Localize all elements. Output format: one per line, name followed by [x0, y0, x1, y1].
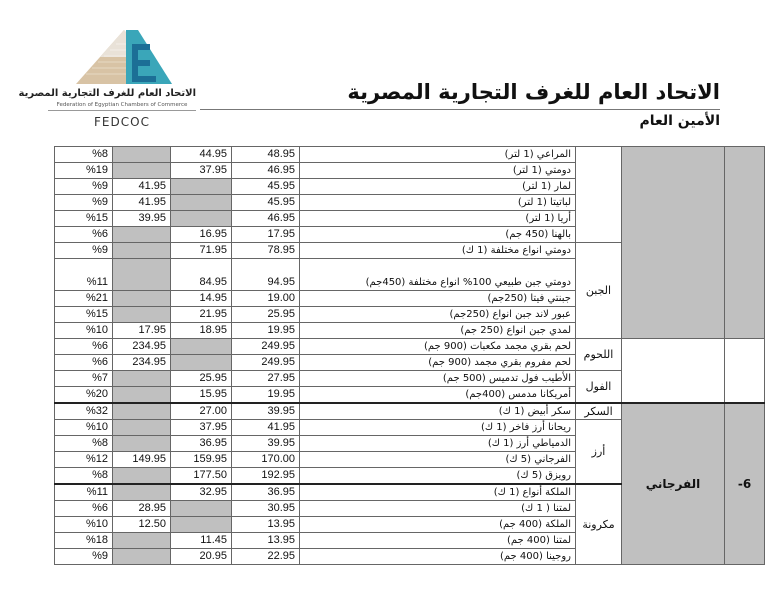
product-name-cell: الملكة أنواع (1 ك) — [300, 484, 576, 501]
discount-cell: %19 — [55, 163, 113, 179]
new-price-cell: 159.95 — [171, 452, 232, 468]
discount-cell: %10 — [55, 323, 113, 339]
price-table — [54, 146, 765, 565]
offer-price-cell — [113, 259, 171, 291]
pyramid-logo-icon — [76, 30, 172, 84]
product-name-cell: الملكة (400 جم) — [300, 517, 576, 533]
product-name-cell: رويزق (5 ك) — [300, 468, 576, 485]
product-name-cell: عبور لاند جبن انواع (250جم) — [300, 307, 576, 323]
product-name-cell: لمدي جبن انواع (250 جم) — [300, 323, 576, 339]
discount-cell: %8 — [55, 147, 113, 163]
new-price-cell — [171, 211, 232, 227]
old-price-cell: 48.95 — [232, 147, 300, 163]
product-name-cell: لمتنا ( 1 ك) — [300, 501, 576, 517]
old-price-cell: 46.95 — [232, 211, 300, 227]
product-name-cell: لباتيتا (1 لتر) — [300, 195, 576, 211]
offer-price-cell — [113, 436, 171, 452]
product-name-cell: المراعي (1 لتر) — [300, 147, 576, 163]
blank-cell — [622, 339, 725, 404]
discount-cell: %21 — [55, 291, 113, 307]
offer-price-cell: 149.95 — [113, 452, 171, 468]
product-name-cell: دومتي انواع مختلفة (1 ك) — [300, 243, 576, 259]
offer-price-cell: 41.95 — [113, 195, 171, 211]
merchant-name-cell: الفرجاني — [622, 403, 725, 565]
discount-cell: %6 — [55, 355, 113, 371]
old-price-cell: 17.95 — [232, 227, 300, 243]
category-cell: أرز — [576, 420, 622, 485]
category-cell: السكر — [576, 403, 622, 420]
new-price-cell: 36.95 — [171, 436, 232, 452]
old-price-cell: 25.95 — [232, 307, 300, 323]
product-name-cell: بالهنا (450 جم) — [300, 227, 576, 243]
merchant-name-cell — [622, 147, 725, 339]
discount-cell: %8 — [55, 436, 113, 452]
product-name-cell: أريا (1 لتر) — [300, 211, 576, 227]
new-price-cell: 177.50 — [171, 468, 232, 485]
old-price-cell: 94.95 — [232, 259, 300, 291]
discount-cell: %15 — [55, 307, 113, 323]
discount-cell: %15 — [55, 211, 113, 227]
offer-price-cell: 17.95 — [113, 323, 171, 339]
old-price-cell: 192.95 — [232, 468, 300, 485]
discount-cell: %8 — [55, 468, 113, 485]
new-price-cell: 15.95 — [171, 387, 232, 404]
discount-cell: %9 — [55, 549, 113, 565]
category-cell: مكرونة — [576, 484, 622, 565]
offer-price-cell — [113, 403, 171, 420]
merchant-number-cell — [725, 147, 765, 339]
old-price-cell: 41.95 — [232, 420, 300, 436]
discount-cell: %11 — [55, 484, 113, 501]
product-name-cell: أمريكانا مدمس (400جم) — [300, 387, 576, 404]
product-name-cell: لحم بقري مجمد مكعبات (900 جم) — [300, 339, 576, 355]
page-subtitle: الأمين العام — [639, 113, 720, 129]
offer-price-cell: 28.95 — [113, 501, 171, 517]
table-row — [55, 403, 765, 420]
discount-cell: %9 — [55, 179, 113, 195]
product-name-cell: الدمياطي أرز (1 ك) — [300, 436, 576, 452]
new-price-cell: 37.95 — [171, 420, 232, 436]
category-cell: الفول — [576, 371, 622, 404]
old-price-cell: 19.00 — [232, 291, 300, 307]
discount-cell: %6 — [55, 339, 113, 355]
offer-price-cell — [113, 291, 171, 307]
discount-cell: %9 — [55, 195, 113, 211]
product-name-cell: الفرجاني (5 ك) — [300, 452, 576, 468]
new-price-cell: 37.95 — [171, 163, 232, 179]
old-price-cell: 78.95 — [232, 243, 300, 259]
product-name-cell: ريحانا أرز فاخر (1 ك) — [300, 420, 576, 436]
discount-cell: %18 — [55, 533, 113, 549]
logo-name-arabic: الاتحاد العام للغرف التجارية المصرية — [18, 88, 196, 99]
category-cell — [576, 147, 622, 243]
category-cell: اللحوم — [576, 339, 622, 371]
discount-cell: %6 — [55, 501, 113, 517]
offer-price-cell — [113, 243, 171, 259]
new-price-cell — [171, 195, 232, 211]
old-price-cell: 45.95 — [232, 179, 300, 195]
new-price-cell: 11.45 — [171, 533, 232, 549]
old-price-cell: 39.95 — [232, 403, 300, 420]
new-price-cell: 16.95 — [171, 227, 232, 243]
discount-cell: %10 — [55, 517, 113, 533]
offer-price-cell — [113, 147, 171, 163]
discount-cell: %12 — [55, 452, 113, 468]
new-price-cell: 18.95 — [171, 323, 232, 339]
new-price-cell: 25.95 — [171, 371, 232, 387]
old-price-cell: 45.95 — [232, 195, 300, 211]
offer-price-cell: 234.95 — [113, 339, 171, 355]
new-price-cell: 21.95 — [171, 307, 232, 323]
old-price-cell: 27.95 — [232, 371, 300, 387]
discount-cell: %6 — [55, 227, 113, 243]
product-name-cell: جبنتي فيتا (250جم) — [300, 291, 576, 307]
offer-price-cell — [113, 468, 171, 485]
old-price-cell: 170.00 — [232, 452, 300, 468]
old-price-cell: 36.95 — [232, 484, 300, 501]
category-cell: الجبن — [576, 243, 622, 339]
old-price-cell: 249.95 — [232, 355, 300, 371]
offer-price-cell — [113, 484, 171, 501]
logo-code: FEDCOC — [94, 115, 150, 129]
fedcoc-logo — [18, 26, 196, 129]
discount-cell: %20 — [55, 387, 113, 404]
offer-price-cell — [113, 227, 171, 243]
offer-price-cell — [113, 387, 171, 404]
product-name-cell: الأطيب فول تدميس (500 جم) — [300, 371, 576, 387]
new-price-cell: 27.00 — [171, 403, 232, 420]
offer-price-cell — [113, 307, 171, 323]
old-price-cell: 19.95 — [232, 387, 300, 404]
new-price-cell: 14.95 — [171, 291, 232, 307]
old-price-cell: 19.95 — [232, 323, 300, 339]
offer-price-cell: 12.50 — [113, 517, 171, 533]
product-name-cell: لمار (1 لتر) — [300, 179, 576, 195]
offer-price-cell: 234.95 — [113, 355, 171, 371]
new-price-cell — [171, 501, 232, 517]
offer-price-cell — [113, 163, 171, 179]
product-name-cell: سكر أبيض (1 ك) — [300, 403, 576, 420]
new-price-cell: 20.95 — [171, 549, 232, 565]
product-name-cell: لمتنا (400 جم) — [300, 533, 576, 549]
product-name-cell: دومتي جبن طبيعي 100% انواع مختلفة (450جم) — [300, 259, 576, 291]
old-price-cell: 13.95 — [232, 533, 300, 549]
new-price-cell: 32.95 — [171, 484, 232, 501]
old-price-cell: 39.95 — [232, 436, 300, 452]
table-row — [55, 339, 765, 355]
page-title: الاتحاد العام للغرف التجارية المصرية — [347, 80, 720, 104]
new-price-cell — [171, 355, 232, 371]
offer-price-cell: 41.95 — [113, 179, 171, 195]
offer-price-cell — [113, 420, 171, 436]
table-row — [55, 147, 765, 163]
old-price-cell: 30.95 — [232, 501, 300, 517]
old-price-cell: 46.95 — [232, 163, 300, 179]
logo-divider — [48, 110, 196, 111]
product-name-cell: روجينا (400 جم) — [300, 549, 576, 565]
offer-price-cell — [113, 533, 171, 549]
discount-cell: %7 — [55, 371, 113, 387]
new-price-cell — [171, 339, 232, 355]
merchant-number-cell: 6- — [725, 403, 765, 565]
old-price-cell: 13.95 — [232, 517, 300, 533]
logo-name-english: Federation of Egyptian Chambers of Commerce — [56, 102, 188, 108]
offer-price-cell: 39.95 — [113, 211, 171, 227]
offer-price-cell — [113, 549, 171, 565]
header-divider — [200, 109, 720, 110]
new-price-cell: 84.95 — [171, 259, 232, 291]
new-price-cell: 44.95 — [171, 147, 232, 163]
product-name-cell: دومتي (1 لتر) — [300, 163, 576, 179]
new-price-cell — [171, 179, 232, 195]
old-price-cell: 22.95 — [232, 549, 300, 565]
old-price-cell: 249.95 — [232, 339, 300, 355]
blank-cell — [725, 339, 765, 404]
discount-cell: %32 — [55, 403, 113, 420]
product-name-cell: لحم مفروم بقري مجمد (900 جم) — [300, 355, 576, 371]
discount-cell: %9 — [55, 243, 113, 259]
discount-cell: %10 — [55, 420, 113, 436]
discount-cell: %11 — [55, 259, 113, 291]
new-price-cell: 71.95 — [171, 243, 232, 259]
new-price-cell — [171, 517, 232, 533]
offer-price-cell — [113, 371, 171, 387]
